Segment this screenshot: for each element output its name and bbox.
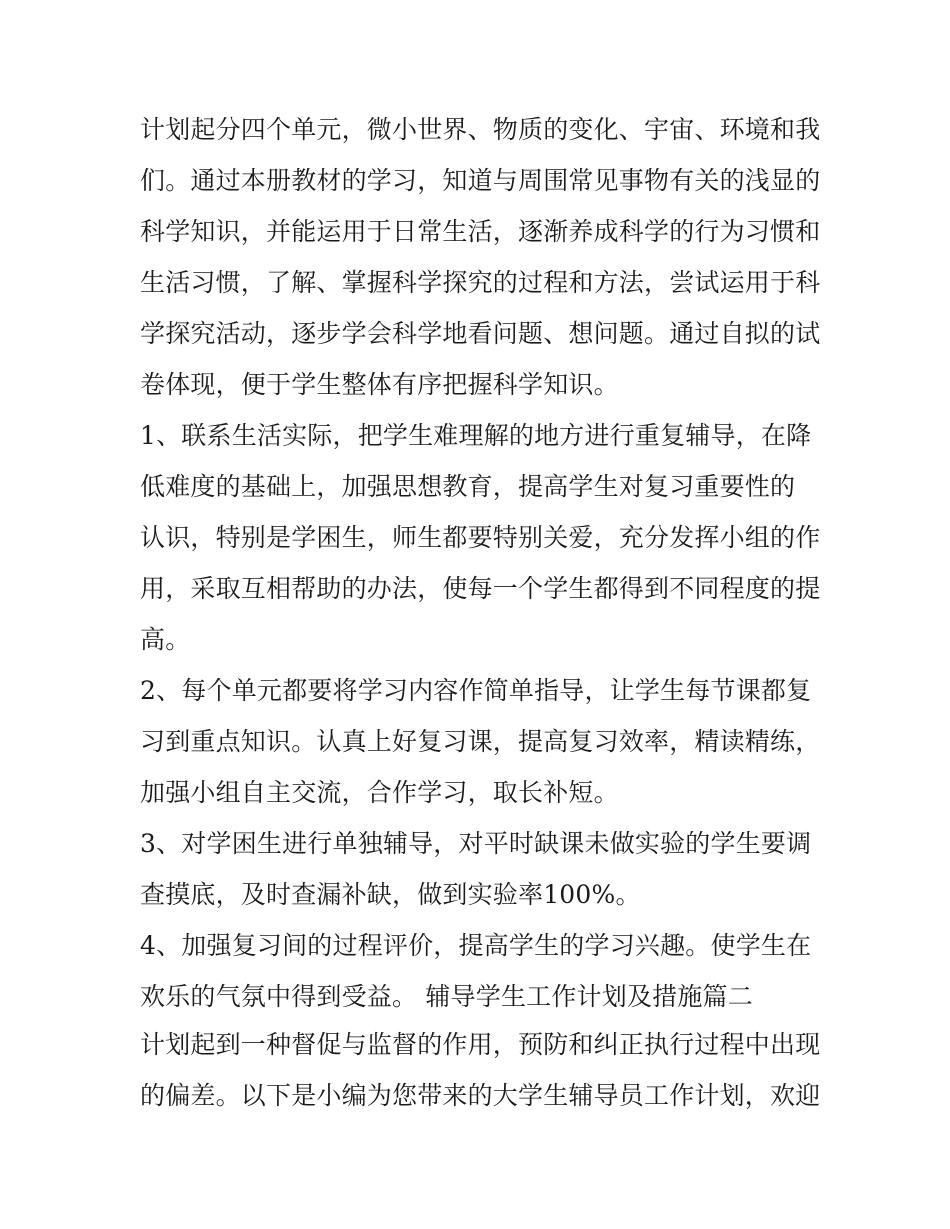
text-line-18: 欢乐的气氛中得到受益。 辅导学生工作计划及措施篇二 [140,982,753,1011]
text-line-13: 习到重点知识。认真上好复习课，提高复习效率，精读精练， [140,727,820,756]
text-line-2: 们。通过本册教材的学习，知道与周围常见事物有关的浅显的 [140,166,820,195]
text-line-10: 用，采取互相帮助的办法，使每一个学生都得到不同程度的提 [140,574,820,603]
text-line-3: 科学知识，并能运用于日常生活，逐渐养成科学的行为习惯和 [140,217,820,246]
text-line-15: 3、对学困生进行单独辅导，对平时缺课未做实验的学生要调 [140,829,812,858]
text-line-9: 认识，特别是学困生，师生都要特别关爱，充分发挥小组的作 [140,523,820,552]
text-line-6: 卷体现，便于学生整体有序把握科学知识。 [140,370,619,399]
text-line-20: 的偏差。以下是小编为您带来的大学生辅导员工作计划，欢迎 [140,1081,820,1110]
text-line-7: 1、联系生活实际，把学生难理解的地方进行重复辅导，在降 [140,421,812,450]
text-line-14: 加强小组自主交流，合作学习，取长补短。 [140,778,619,807]
text-line-1: 计划起分四个单元，微小世界、物质的变化、宇宙、环境和我 [140,115,820,144]
text-line-16: 查摸底，及时查漏补缺，做到实验率100%。 [140,880,641,909]
text-line-4: 生活习惯，了解、掌握科学探究的过程和方法，尝试运用于科 [140,268,820,297]
text-line-19: 计划起到一种督促与监督的作用，预防和纠正执行过程中出现 [140,1030,820,1059]
text-line-5: 学探究活动，逐步学会科学地看问题、想问题。通过自拟的试 [140,319,820,348]
text-line-17: 4、加强复习间的过程评价，提高学生的学习兴趣。使学生在 [140,931,812,960]
text-line-12: 2、每个单元都要将学习内容作简单指导，让学生每节课都复 [140,676,812,705]
text-line-11: 高。 [140,625,191,654]
text-line-8: 低难度的基础上，加强思想教育，提高学生对复习重要性的 [140,472,796,501]
